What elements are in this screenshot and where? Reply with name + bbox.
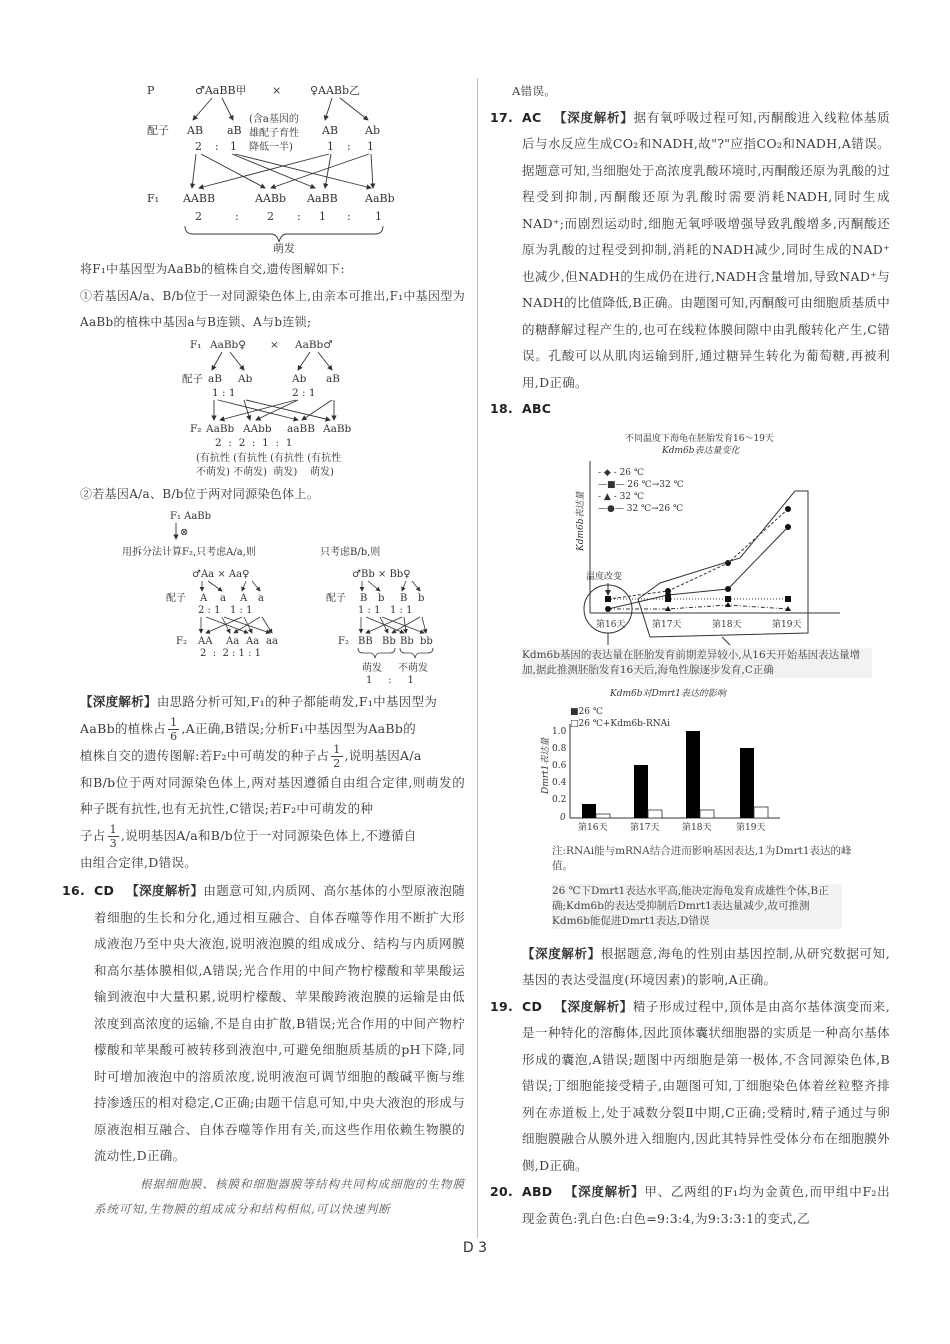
svg-text:Kdm6b对Dmrt1表达的影响: Kdm6b对Dmrt1表达的影响 bbox=[610, 688, 726, 699]
svg-text:第19天: 第19天 bbox=[772, 619, 802, 630]
svg-text:配子: 配子 bbox=[182, 372, 203, 385]
page-number: D 3 bbox=[462, 1240, 488, 1256]
svg-text:2: 2 bbox=[267, 210, 274, 223]
svg-text:F₂: F₂ bbox=[176, 636, 187, 647]
genetic-cross-diagram-2 bbox=[80, 336, 465, 481]
svg-text:AABb: AABb bbox=[255, 192, 287, 205]
svg-text:BB: BB bbox=[358, 636, 373, 647]
svg-text:1: 1 bbox=[319, 210, 326, 223]
annotation-c: Kdm6b基因的表达量在胚胎发育前期差异较小,从16天开始基因表达量增加,据此推测胚胎发育16天后,海龟性腺逐步发育,C正确 bbox=[522, 648, 872, 678]
svg-text:1: 1 bbox=[375, 210, 382, 223]
dmrt1-bar-chart bbox=[490, 684, 890, 844]
svg-text:- ▲ - 32 ℃: - ▲ - 32 ℃ bbox=[598, 491, 644, 502]
svg-text:b: b bbox=[418, 593, 425, 604]
column-divider bbox=[477, 78, 478, 1238]
question-16: 16. CD 【深度解析】由题意可知,内质网、高尔基体的小型原液泡随着细胞的生长和分化,通过相互融合、自体吞噬等作用不断扩大形成液泡乃至中央大液泡,说明液泡膜的组成成分、结构与内质网膜和高尔基体膜相似,A错误;光合作用的中间产物柠檬酸和苹果酸运输到液泡中大量积累,说明柠檬酸、苹果酸跨液泡膜的运输是由低浓度到高浓度的运输,不是自由扩散,B错误;光合作用的中间产物柠檬酸和苹果酸可被转移到液泡中,可避免细胞质基质的pH下降,同时可增加液泡中的溶质浓度,说明液泡可调节细胞的酸碱平衡与维持渗透压的相对稳定,C正确;由题干信息可知,中央大液泡的形成与原液泡相互融合、自体吞噬等作用有关,而这些作用依赖生物膜的流动性,D正确。 bbox=[62, 878, 465, 1170]
svg-text:温度改变: 温度改变 bbox=[586, 571, 623, 582]
svg-text:Aa: Aa bbox=[246, 636, 260, 647]
svg-text:雄配子育性: 雄配子育性 bbox=[249, 128, 299, 139]
svg-text:Kdm6b表达量变化: Kdm6b表达量变化 bbox=[662, 445, 740, 456]
svg-text:Aa: Aa bbox=[226, 636, 240, 647]
svg-text:第16天: 第16天 bbox=[578, 822, 608, 833]
svg-text:AaBb: AaBb bbox=[365, 192, 395, 205]
fraction-1-6: $\frac{1}{6}$ bbox=[170, 715, 178, 743]
svg-text:2: 2 bbox=[195, 140, 202, 153]
kdm6b-line-chart bbox=[490, 423, 890, 648]
svg-text:Bb: Bb bbox=[400, 636, 414, 647]
svg-text:不萌发: 不萌发 bbox=[398, 663, 428, 674]
svg-text:不同温度下海龟在胚胎发育16～19天: 不同温度下海龟在胚胎发育16～19天 bbox=[625, 433, 774, 444]
svg-text:AaBB: AaBB bbox=[307, 192, 338, 205]
svg-text:bb: bb bbox=[420, 636, 433, 647]
svg-text:⊗: ⊗ bbox=[180, 527, 189, 538]
svg-text:2 : 1: 2 : 1 bbox=[292, 386, 316, 399]
svg-text:降低一半): 降低一半) bbox=[249, 142, 293, 153]
svg-text:Ab: Ab bbox=[365, 124, 380, 137]
svg-text:1 : 1: 1 : 1 bbox=[212, 386, 236, 399]
svg-text:2 : 1 1 : 1: 2 : 1 1 : 1 bbox=[198, 605, 253, 616]
question-20: 20. ABD 【深度解析】甲、乙两组的F₁均为金黄色,而甲组中F₂出现金黄色:乳白色:白色=9:3:4,为9:3:3:1的变式,乙 bbox=[490, 1184, 890, 1226]
svg-text:a: a bbox=[258, 593, 264, 604]
question-18: 18. ABC bbox=[490, 401, 552, 416]
hint-text: 根据细胞膜、核膜和细胞器膜等结构共同构成细胞的生物膜系统可知,生物膜的组成成分和结构相似,可以快速判断 bbox=[94, 1176, 465, 1216]
question-17: 17. AC 【深度解析】据有氧呼吸过程可知,丙酮酸进入线粒体基质后与水反应生成CO₂和NADH,故"?"应指CO₂和NADH,A错误。据题意可知,当细胞处于高浓度乳酸环境时,丙酮酸还原为乳酸的过程受到抑制,丙酮酸还原为乳酸时需要消耗NADH,同时生成NAD⁺;而剧烈运动时,细胞无氧呼吸增强导致乳酸增多,丙酮酸还原为乳酸的过程受到抑制,消耗的NADH减少,同时生成的NAD⁺也减少,但NADH的生成仍在进行,NADH含量增加,导致NAD⁺与NADH的比值降低,B正确。由题图可知,丙酮酸可由细胞质基质中的糖酵解过程产生的,也可在线粒体膜间隙中由乳酸转化产生,C错误。孔酸可以从肌肉运输到肝,通过糖异生转化为葡萄糖,再被利用,D正确。 bbox=[490, 109, 890, 390]
svg-text::: : bbox=[347, 140, 351, 153]
svg-text:配子: 配子 bbox=[166, 593, 186, 604]
svg-text:第17天: 第17天 bbox=[630, 822, 660, 833]
svg-text:不萌发) 不萌发) 萌发) 萌发): 不萌发) 不萌发) 萌发) 萌发) bbox=[196, 466, 334, 478]
svg-text:萌发: 萌发 bbox=[362, 663, 382, 674]
female-parent: ♀AABb乙 bbox=[310, 84, 361, 97]
svg-text:AABB: AABB bbox=[183, 192, 216, 205]
svg-text:aB: aB bbox=[227, 124, 242, 137]
fraction-1-2: $\frac{1}{2}$ bbox=[333, 742, 341, 770]
svg-text:F₁: F₁ bbox=[190, 338, 202, 351]
svg-text::: : bbox=[297, 210, 301, 223]
right-column bbox=[490, 78, 890, 1232]
male-parent: ♂AaBB甲 bbox=[195, 84, 247, 97]
case-1-text: ①若基因A/a、B/b位于一对同源染色体上,由亲本可推出,F₁中基因型为AaBb的植株中基因a与B连锁、A与b连锁; bbox=[80, 288, 465, 329]
svg-text:■26 ℃: ■26 ℃ bbox=[570, 706, 603, 717]
svg-text:a: a bbox=[220, 593, 226, 604]
svg-text:AaBb♀: AaBb♀ bbox=[210, 338, 246, 351]
genetic-cross-diagram-3 bbox=[80, 507, 465, 687]
left-column bbox=[62, 78, 465, 1222]
svg-text:第18天: 第18天 bbox=[682, 822, 712, 833]
svg-text:第18天: 第18天 bbox=[712, 619, 742, 630]
svg-text:配子: 配子 bbox=[326, 593, 346, 604]
case-2-text: ②若基因A/a、B/b位于两对同源染色体上。 bbox=[80, 486, 320, 501]
svg-text:F₁ AaBb: F₁ AaBb bbox=[170, 511, 212, 522]
svg-text:×: × bbox=[270, 338, 279, 351]
genetic-cross-diagram-1 bbox=[75, 78, 460, 256]
svg-text:—●— 32 ℃→26 ℃: —●— 32 ℃→26 ℃ bbox=[598, 503, 684, 514]
continuation-text: A错误。 bbox=[512, 84, 557, 98]
analysis-15: 【深度解析】由思路分析可知,F₁的种子都能萌发,F₁中基因型为 AaBb的植株占 $\frac{1}{6}$ ,A正确,B错误;分析F₁中基因型为AaBb的 植株自交的遗传图解:若F₂中可萌发的种子占 $\frac{1}{2}$ ,说明基因A/a 和B/b位于两对同源染色体上,两对基因遵循自由组合定律,则萌发的种子既有抗性,也有无抗性,C错误;若F₂中可萌发的种 子占 $\frac{1}{3}$ ,说明基因A/a和B/b位于一对同源染色体上,不遵循自 由组合定律,D错误。 bbox=[80, 694, 465, 870]
svg-text:1 : 1 1 : 1: 1 : 1 1 : 1 bbox=[358, 605, 413, 616]
svg-text:0.2: 0.2 bbox=[552, 794, 567, 805]
svg-text::: : bbox=[235, 210, 239, 223]
question-19: 19. CD 【深度解析】精子形成过程中,顶体是由高尔基体演变而来,是一种特化的溶酶体,因此顶体囊状细胞器的实质是一种高尔基体形成的囊泡,A错误;题图中丙细胞是第一极体,不含同源染色体,B错误;丁细胞能接受精子,由题图可知,丁细胞染色体着丝粒整齐排列在赤道板上,处于减数分裂Ⅱ中期,C正确;受精时,精子通过与卵细胞膜融合从膜外进入细胞内,因此其特异性受体分布在细胞膜外侧,D正确。 bbox=[490, 998, 891, 1173]
svg-text:用拆分法计算F₂,只考虑A/a,则: 用拆分法计算F₂,只考虑A/a,则 bbox=[122, 547, 256, 558]
svg-text:AaBb: AaBb bbox=[323, 422, 352, 435]
svg-text:2 : 2 : 1 : 1: 2 : 2 : 1 : 1 bbox=[215, 436, 293, 449]
svg-text:♂Bb × Bb♀: ♂Bb × Bb♀ bbox=[352, 569, 411, 580]
svg-text::: : bbox=[215, 140, 219, 153]
question-number: 16. bbox=[62, 883, 86, 898]
svg-text:1.0: 1.0 bbox=[552, 726, 567, 737]
svg-text:(有抗性 (有抗性 (有抗性 (有抗性: (有抗性 (有抗性 (有抗性 (有抗性 bbox=[196, 452, 342, 464]
svg-text:AB: AB bbox=[322, 124, 339, 137]
svg-text:—■— 26 ℃→32 ℃: —■— 26 ℃→32 ℃ bbox=[598, 479, 684, 490]
svg-text:(含a基因的: (含a基因的 bbox=[249, 114, 299, 125]
svg-text:只考虑B/b,则: 只考虑B/b,则 bbox=[320, 547, 381, 558]
svg-text:AaBb♂: AaBb♂ bbox=[295, 338, 333, 351]
fraction-1-3: $\frac{1}{3}$ bbox=[109, 822, 117, 850]
svg-text:2: 2 bbox=[195, 210, 202, 223]
svg-text:- ◆ - 26 ℃: - ◆ - 26 ℃ bbox=[598, 467, 644, 478]
svg-text:0.4: 0.4 bbox=[552, 777, 567, 788]
svg-text:2 : 2 : 1 : 1: 2 : 2 : 1 : 1 bbox=[200, 648, 261, 659]
svg-text:配子: 配子 bbox=[147, 124, 169, 137]
svg-text:AA: AA bbox=[198, 636, 213, 647]
svg-text:0.8: 0.8 bbox=[552, 743, 567, 754]
svg-text:0.6: 0.6 bbox=[552, 760, 567, 771]
p-label: P bbox=[147, 84, 155, 97]
svg-text:Ab: Ab bbox=[292, 372, 307, 385]
svg-text:A: A bbox=[200, 593, 208, 604]
svg-text:第16天: 第16天 bbox=[596, 619, 626, 630]
svg-text:第17天: 第17天 bbox=[652, 619, 682, 630]
svg-text:aa: aa bbox=[266, 636, 278, 647]
svg-text:F₂: F₂ bbox=[338, 636, 349, 647]
answer: CD bbox=[94, 883, 115, 898]
svg-text:×: × bbox=[272, 84, 282, 97]
svg-text:B: B bbox=[400, 593, 408, 604]
annotation-b-d: 26 ℃下Dmrt1表达水平高,能决定海龟发育成雄性个体,B正确;Kdm6b的表达受抑制后Dmrt1表达量减少,故可推测Kdm6b能促进Dmrt1表达,D错误 bbox=[552, 884, 842, 929]
svg-text:b: b bbox=[378, 593, 385, 604]
svg-text:A: A bbox=[240, 593, 248, 604]
note-rnai: 注:RNAi能与mRNA结合进而影响基因表达,1为Dmrt1表达的峰值。 bbox=[552, 844, 852, 872]
svg-text:Ab: Ab bbox=[238, 372, 253, 385]
svg-text::: : bbox=[347, 210, 351, 223]
svg-text:Dmrt1表达量: Dmrt1表达量 bbox=[541, 737, 551, 794]
svg-text:第19天: 第19天 bbox=[736, 822, 766, 833]
svg-text:1: 1 bbox=[327, 140, 334, 153]
svg-text:AB: AB bbox=[187, 124, 204, 137]
svg-text:aaBB: aaBB bbox=[287, 422, 315, 435]
svg-text:aB: aB bbox=[208, 372, 222, 385]
svg-text:1: 1 bbox=[367, 140, 374, 153]
svg-text:aB: aB bbox=[326, 372, 340, 385]
svg-text:□26 ℃+Kdm6b-RNAi: □26 ℃+Kdm6b-RNAi bbox=[570, 718, 671, 729]
svg-text:0: 0 bbox=[560, 812, 566, 823]
svg-text:♂Aa × Aa♀: ♂Aa × Aa♀ bbox=[192, 569, 250, 580]
svg-text:AaBb: AaBb bbox=[206, 422, 235, 435]
svg-text:F₁: F₁ bbox=[147, 192, 160, 205]
svg-text:Kdm6b表达量: Kdm6b表达量 bbox=[576, 490, 586, 551]
svg-text:B: B bbox=[360, 593, 368, 604]
germinate-label: 萌发 bbox=[273, 242, 295, 255]
svg-text:1 : 1: 1 : 1 bbox=[366, 675, 414, 686]
svg-text:F₂: F₂ bbox=[190, 422, 202, 435]
svg-text:Bb: Bb bbox=[382, 636, 396, 647]
intro-text: 将F₁中基因型为AaBb的植株自交,遗传图解如下: bbox=[80, 262, 345, 276]
svg-text:1: 1 bbox=[230, 140, 237, 153]
analysis-18: 【深度解析】根据题意,海龟的性别由基因控制,从研究数据可知,基因的表达受温度(环境因素)的影响,A正确。 bbox=[522, 945, 890, 987]
svg-text:AAbb: AAbb bbox=[243, 422, 272, 435]
